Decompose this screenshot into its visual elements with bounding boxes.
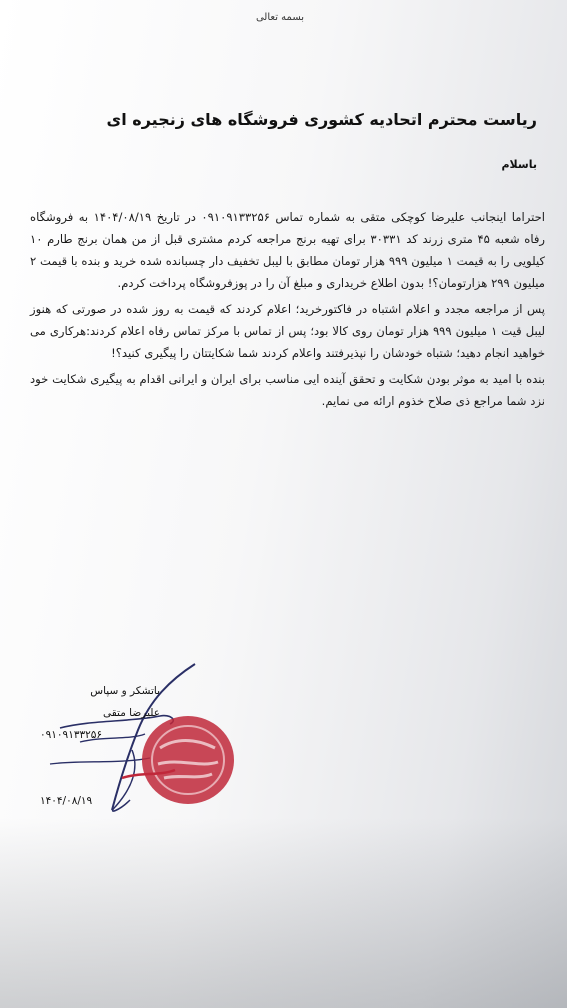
paragraph-1: احتراما اینجانب علیرضا کوچکی متقی به شماره تماس ۰۹۱۰۹۱۳۳۲۵۶ در تاریخ ۱۴۰۴/۰۸/۱۹ به فروشگاه رفاه شعبه ۴۵ متری زرند کد ۳۰۳۳۱ برای تهیه برنج مراجعه کردم مشتری قبل از من همان برنج طارم ۱۰ کیلویی را به قیمت ۱ میلیون ۹۹۹ هزار تومان مطابق با لیبل تخفیف دار چسبانده شده خرید و بنده با قیمت ۲ میلیون ۲۹۹ هزارتومان؟! بدون اطلاع خریداری و مبلغ آن را در پوزفروشگاه پرداخت کردم. [30, 210, 545, 290]
paragraph-3: بنده با امید به موثر بودن شکایت و تحقق آینده ایی مناسب برای ایران و ایرانی اقدام به پیگیری شکایت خود نزد شما مراجع ذی صلاح خذوم ارائه می نمایم. [30, 372, 545, 408]
paragraph-2: پس از مراجعه مجدد و اعلام اشتباه در فاکتورخرید؛ اعلام کردند که قیمت به روز شده در صورتی که هنوز لیبل قیت ۱ میلیون ۹۹۹ هزار تومان روی کالا بود؛ پس از تماس با مرکز تماس رفاه اعلام کردند:هرکاری می خواهید انجام دهید؛ شتباه خودشان را نپذیرفتند واعلام کردند شما شکایتتان را پیگیری کنید؟! [30, 302, 545, 360]
paper-shadow [0, 818, 567, 1008]
letter-title: ریاست محترم اتحادیه کشوری فروشگاه های زنجیره ای [106, 110, 537, 129]
red-stamp-seal [120, 708, 240, 818]
signer-name: علیرضا متقی [102, 707, 160, 719]
signer-phone: ۰۹۱۰۹۱۳۳۲۵۶ [40, 729, 103, 741]
letter-body [30, 206, 545, 416]
signing-date: ۱۴۰۴/۰۸/۱۹ [40, 795, 93, 807]
letter-header: بسمه تعالی [255, 12, 305, 23]
closing-thanks: باتشکر و سپاس [90, 685, 160, 697]
greeting: باسلام [501, 158, 537, 171]
